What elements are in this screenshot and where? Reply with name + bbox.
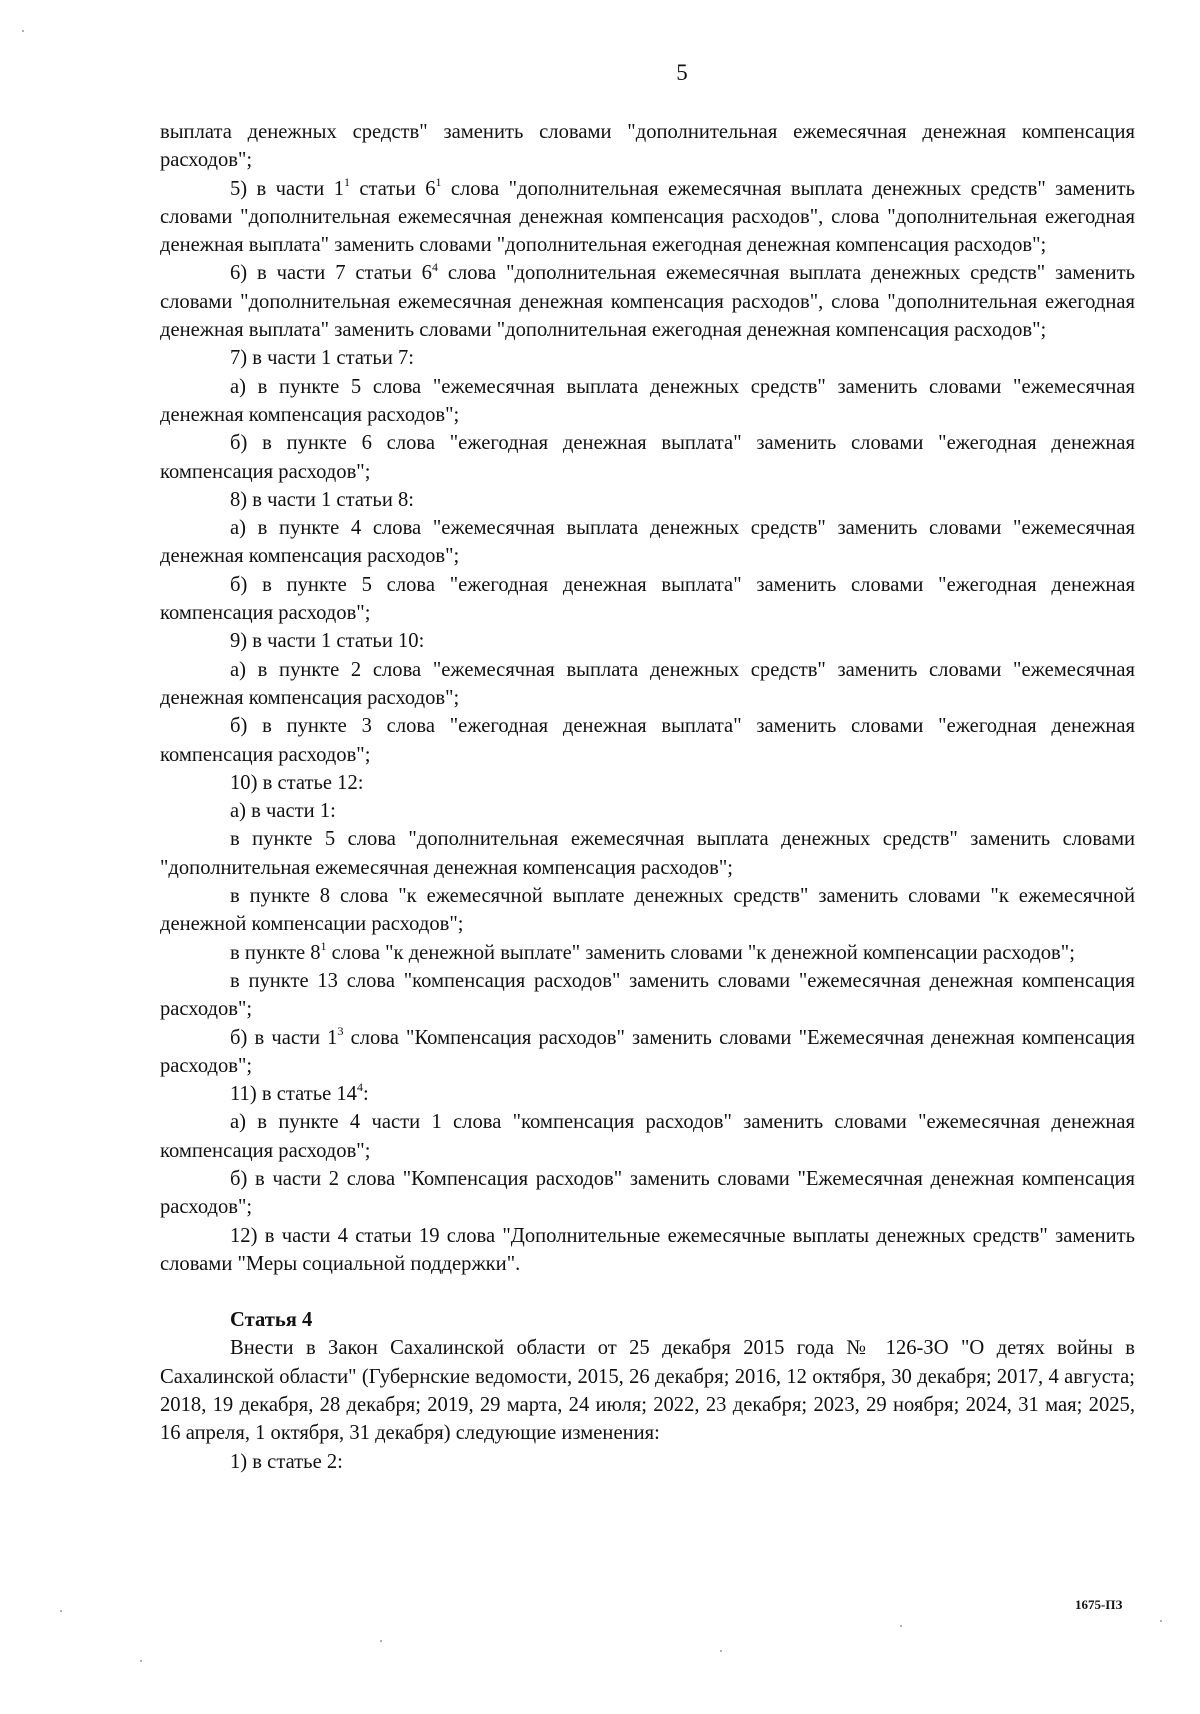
paragraph: а) в пункте 5 слова "ежемесячная выплата денежных средств" заменить словами "ежемесячная денежная компенсация расходов";	[160, 375, 1135, 426]
scan-speck	[60, 1610, 62, 1612]
paragraph: б) в части $1^3$ слова "Компенсация расходов" заменить словами "Ежемесячная денежная компенсация расходов";	[160, 1023, 1135, 1077]
paragraph: 6) в части 7 статьи $6^4$ слова "дополнительная ежемесячная выплата денежных средств" заменить словами "дополнительная ежемесячная денежная компенсация расходов", слова "дополнительная ежегодная денежная выплата" заменить словами "дополнительная ежегодная денежная компенсация расходов";	[160, 259, 1135, 342]
paragraph: в пункте 5 слова "дополнительная ежемесячная выплата денежных средств" заменить словами "дополнительная ежемесячная денежная компенсация расходов";	[160, 828, 1135, 879]
paragraph: 11) в статье $14^4$:	[230, 1080, 369, 1106]
paragraph: 7) в части 1 статьи 7:	[230, 347, 415, 370]
document-body	[160, 118, 1135, 1476]
paragraph: Внести в Закон Сахалинской области от 25 декабря 2015 года № 126-ЗО "О детях войны в Сахалинской области" (Губернские ведомости, 2015, 26 декабря; 2016, 12 октября, 30 декабря; 2017, 4 августа; 2018, 19 декабря, 28 декабря; 2019, 29 марта, 24 июля; 2022, 23 декабря; 2023, 29 ноября; 2024, 31 мая; 2025, 16 апреля, 1 октября, 31 декабря) следующие изменения:	[160, 1337, 1135, 1445]
paragraph: 12) в части 4 статьи 19 слова "Дополнительные ежемесячные выплаты денежных средств" заменить словами "Меры социальной поддержки".	[160, 1224, 1135, 1275]
scan-speck	[1160, 1620, 1162, 1622]
paragraph: б) в пункте 6 слова "ежегодная денежная выплата" заменить словами "ежегодная денежная компенсация расходов";	[160, 432, 1135, 483]
scan-speck	[720, 1650, 722, 1652]
paragraph: б) в пункте 3 слова "ежегодная денежная выплата" заменить словами "ежегодная денежная компенсация расходов";	[160, 715, 1135, 766]
document-code: 1675-ПЗ	[1075, 1597, 1123, 1612]
paragraph: а) в части 1:	[230, 800, 336, 823]
scan-speck	[380, 1640, 382, 1642]
paragraph: б) в пункте 5 слова "ежегодная денежная выплата" заменить словами "ежегодная денежная компенсация расходов";	[160, 573, 1135, 625]
paragraph: 1) в статье 2:	[230, 1450, 343, 1473]
paragraph: а) в пункте 4 части 1 слова "компенсация расходов" заменить словами "ежемесячная денежная компенсация расходов";	[160, 1111, 1135, 1162]
paragraph: в пункте $8^1$ слова "к денежной выплате" заменить словами "к денежной компенсации расходов";	[230, 938, 1075, 964]
scan-speck	[22, 30, 24, 32]
paragraph: 8) в части 1 статьи 8:	[230, 488, 415, 511]
scan-speck	[140, 1660, 142, 1662]
paragraph: а) в пункте 4 слова "ежемесячная выплата денежных средств" заменить словами "ежемесячная денежная компенсация расходов";	[160, 517, 1135, 568]
scan-speck	[900, 1625, 902, 1627]
paragraph: 9) в части 1 статьи 10:	[230, 630, 425, 653]
paragraph: в пункте 8 слова "к ежемесячной выплате денежных средств" заменить словами "к ежемесячной денежной компенсации расходов";	[160, 885, 1135, 936]
paragraph: а) в пункте 2 слова "ежемесячная выплата денежных средств" заменить словами "ежемесячная денежная компенсация расходов";	[160, 658, 1135, 709]
page-number: 5	[676, 60, 688, 85]
paragraph: б) в части 2 слова "Компенсация расходов" заменить словами "Ежемесячная денежная компенсация расходов";	[160, 1167, 1135, 1219]
article-heading: Статья 4	[230, 1309, 313, 1332]
paragraph: 10) в статье 12:	[230, 771, 364, 794]
paragraph: 5) в части $1^1$ статьи $6^1$ слова "дополнительная ежемесячная выплата денежных средств" заменить словами "дополнительная ежемесячная денежная компенсация расходов", слова "дополнительная ежегодная денежная выплата" заменить словами "дополнительная ежегодная денежная компенсация расходов";	[160, 174, 1135, 257]
paragraph: выплата денежных средств" заменить словами "дополнительная ежемесячная денежная компенсация расходов";	[160, 121, 1135, 172]
paragraph: в пункте 13 слова "компенсация расходов" заменить словами "ежемесячная денежная компенсация расходов";	[160, 969, 1135, 1021]
